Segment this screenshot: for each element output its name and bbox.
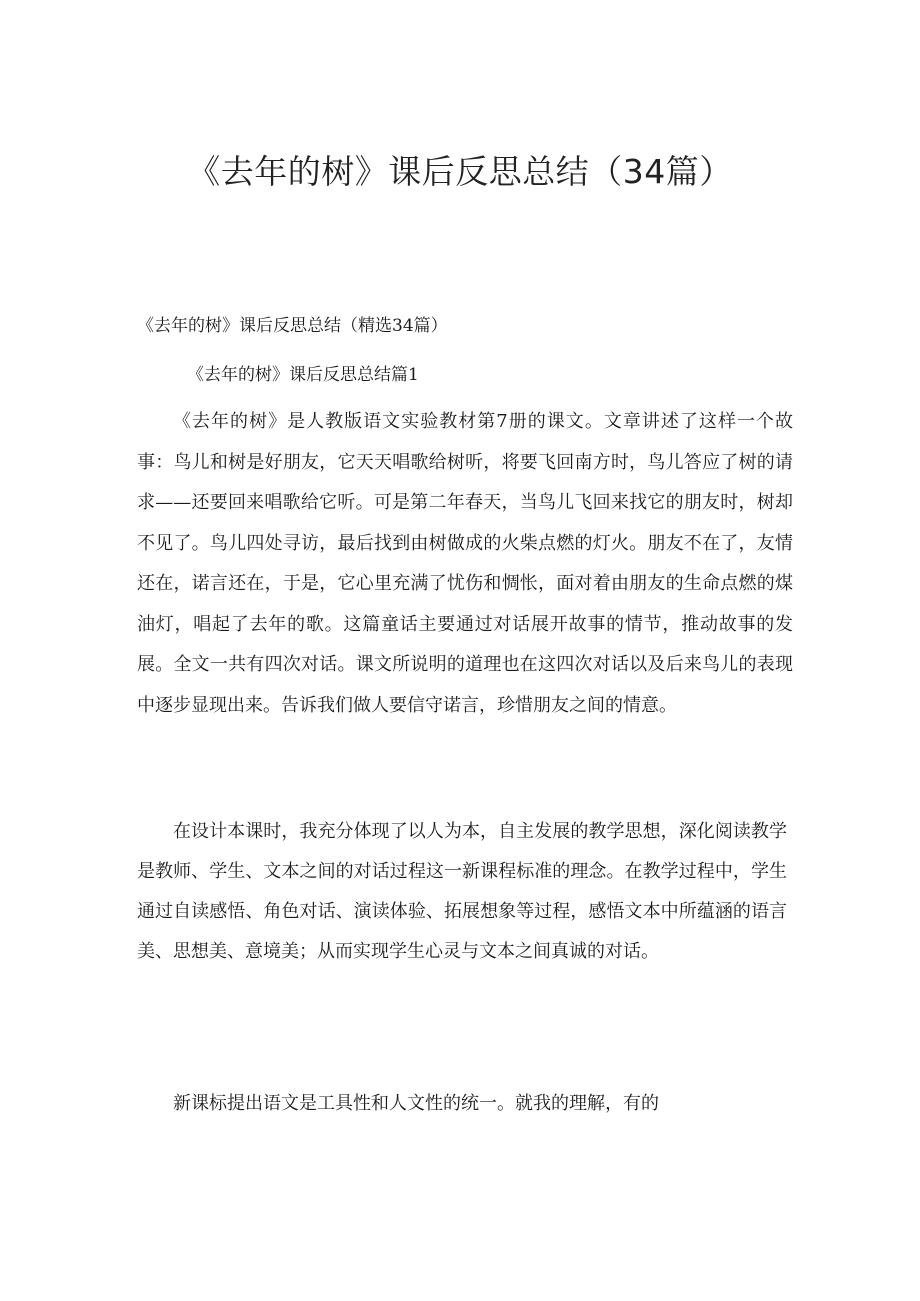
document-title: 《去年的树》课后反思总结（34篇） <box>187 152 733 191</box>
body-paragraph: 新课标提出语文是工具性和人文性的统一。就我的理解，有的 <box>173 1093 659 1114</box>
section-heading: 《去年的树》课后反思总结篇1 <box>187 365 419 385</box>
document-subtitle: 《去年的树》课后反思总结（精选34篇） <box>137 316 448 336</box>
body-paragraph: 在设计本课时，我充分体现了以人为本，自主发展的教学思想，深化阅读教学是教师、学生、文本之间的对话过程这一新课程标准的理念。在教学过程中，学生通过自读感悟、角色对话、演读体验、拓展想象等过程，感悟文本中所蕴涵的语言美、思想美、意境美；从而实现学生心灵与文本之间真诚的对话。 <box>137 821 787 962</box>
body-paragraph: 《去年的树》是人教版语文实验教材第7册的课文。文章讲述了这样一个故事：鸟儿和树是好朋友，它天天唱歌给树听，将要飞回南方时，鸟儿答应了树的请求——还要回来唱歌给它听。可是第二年春天，当鸟儿飞回来找它的朋友时，树却不见了。鸟儿四处寻访，最后找到由树做成的火柴点燃的灯火。朋友不在了，友情还在，诺言还在，于是，它心里充满了忧伤和惆怅，面对着由朋友的生命点燃的煤油灯，唱起了去年的歌。这篇童话主要通过对话展开故事的情节，推动故事的发展。全文一共有四次对话。课文所说明的道理也在这四次对话以及后来鸟儿的表现中逐步显现出来。告诉我们做人要信守诺言，珍惜朋友之间的情意。 <box>137 411 793 716</box>
